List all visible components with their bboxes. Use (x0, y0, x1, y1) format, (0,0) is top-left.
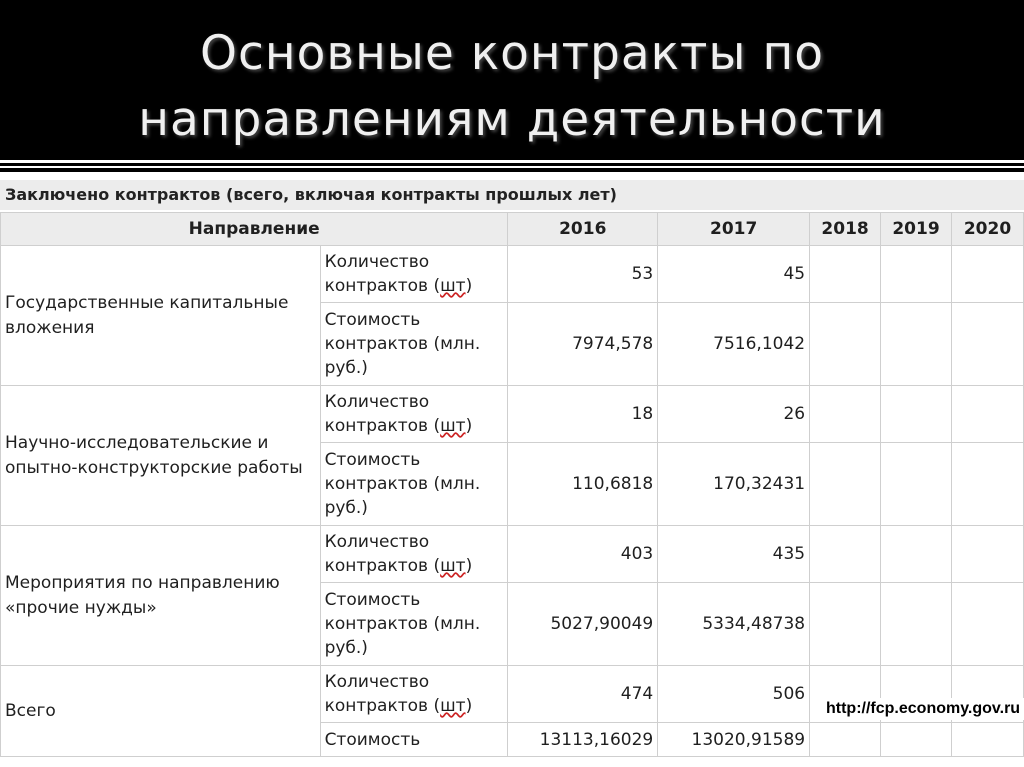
value-cell: 18 (508, 386, 658, 443)
contracts-table (0, 212, 1024, 757)
empty-cell (881, 386, 952, 443)
direction-cell: Научно-исследовательские и опытно-конструкторские работы (1, 386, 321, 526)
empty-cell (881, 303, 952, 386)
count-label-text: Количество контрактов ( (324, 392, 441, 436)
count-label-close: ) (465, 416, 473, 436)
direction-cell-total: Всего (1, 666, 321, 757)
value-cell: 506 (658, 666, 810, 723)
empty-cell (951, 303, 1023, 386)
slide-title-band (0, 0, 1024, 158)
metric-cost-label: Стоимость контрактов (млн. руб.) (320, 443, 508, 526)
value-cell: 45 (658, 246, 810, 303)
header-year-2020: 2020 (951, 213, 1023, 246)
count-unit: шт (440, 276, 466, 296)
empty-cell (951, 443, 1023, 526)
title-divider-thick (0, 160, 1024, 163)
empty-cell (951, 386, 1023, 443)
value-cell: 435 (658, 526, 810, 583)
empty-cell (951, 723, 1023, 757)
empty-cell (810, 583, 881, 666)
value-cell: 170,32431 (658, 443, 810, 526)
table-row (1, 246, 1024, 303)
header-year-2019: 2019 (881, 213, 952, 246)
title-divider-thin (0, 166, 1024, 168)
metric-count-label (320, 246, 508, 303)
empty-cell (951, 526, 1023, 583)
table-row (1, 526, 1024, 583)
empty-cell (881, 723, 952, 757)
metric-count-label (320, 666, 508, 723)
count-label-close: ) (465, 696, 473, 716)
count-label-text: Количество контрактов ( (324, 532, 441, 576)
empty-cell (881, 443, 952, 526)
empty-cell (810, 443, 881, 526)
table-caption: Заключено контрактов (всего, включая контракты прошлых лет) (0, 180, 1024, 210)
value-cell: 474 (508, 666, 658, 723)
value-cell: 403 (508, 526, 658, 583)
metric-cost-label: Стоимость контрактов (млн. руб.) (320, 303, 508, 386)
count-unit: шт (440, 416, 466, 436)
count-label-close: ) (465, 556, 473, 576)
count-unit: шт (440, 696, 466, 716)
metric-count-label (320, 526, 508, 583)
header-direction: Направление (1, 213, 508, 246)
header-row (1, 213, 1024, 246)
metric-cost-label: Стоимость (320, 723, 508, 757)
value-cell: 5334,48738 (658, 583, 810, 666)
count-label-text: Количество контрактов ( (324, 672, 441, 716)
value-cell: 7974,578 (508, 303, 658, 386)
header-year-2017: 2017 (658, 213, 810, 246)
metric-count-label (320, 386, 508, 443)
empty-cell (881, 246, 952, 303)
metric-cost-label: Стоимость контрактов (млн. руб.) (320, 583, 508, 666)
empty-cell (951, 583, 1023, 666)
value-cell: 13020,91589 (658, 723, 810, 757)
empty-cell (881, 526, 952, 583)
empty-cell (951, 246, 1023, 303)
source-link[interactable]: http://fcp.economy.gov.ru (826, 698, 1024, 720)
value-cell: 5027,90049 (508, 583, 658, 666)
empty-cell (810, 526, 881, 583)
slide-title-line-2: направлениям деятельности (138, 92, 886, 147)
empty-cell (810, 386, 881, 443)
empty-cell (881, 583, 952, 666)
value-cell: 53 (508, 246, 658, 303)
slide-title-line-1: Основные контракты по (200, 26, 824, 81)
empty-cell (810, 723, 881, 757)
count-label-text: Количество контрактов ( (324, 252, 441, 296)
count-unit: шт (440, 556, 466, 576)
empty-cell (810, 303, 881, 386)
value-cell: 7516,1042 (658, 303, 810, 386)
table-row (1, 386, 1024, 443)
header-year-2018: 2018 (810, 213, 881, 246)
empty-cell (810, 246, 881, 303)
direction-cell: Государственные капитальные вложения (1, 246, 321, 386)
direction-cell: Мероприятия по направлению «прочие нужды» (1, 526, 321, 666)
value-cell: 110,6818 (508, 443, 658, 526)
value-cell: 13113,16029 (508, 723, 658, 757)
count-label-close: ) (465, 276, 473, 296)
value-cell: 26 (658, 386, 810, 443)
header-year-2016: 2016 (508, 213, 658, 246)
table-screenshot (0, 172, 1024, 767)
